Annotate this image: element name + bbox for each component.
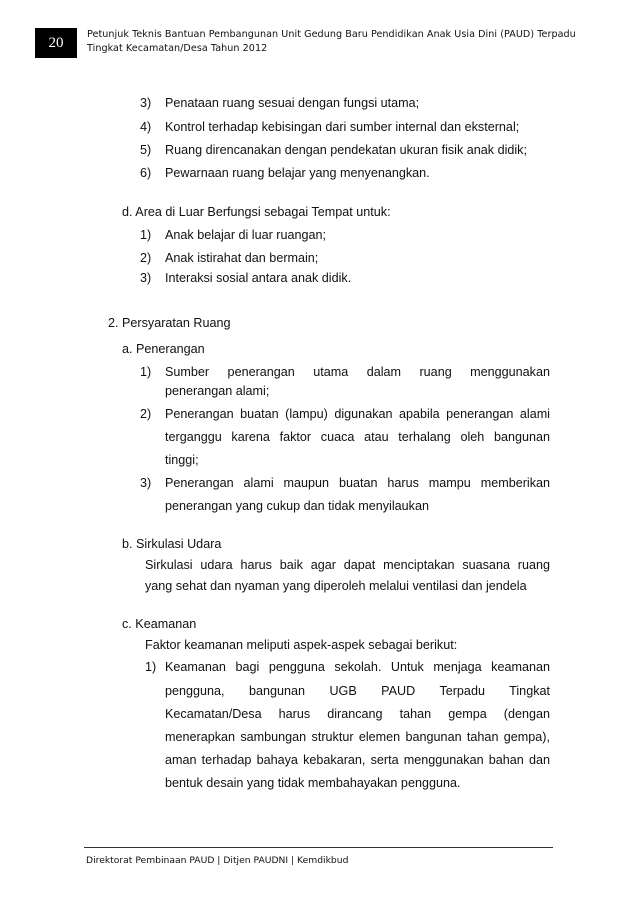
list-item — [140, 142, 527, 158]
paragraph-line: yang sehat dan nyaman yang diperoleh melalui ventilasi dan jendela — [145, 579, 527, 593]
paragraph-line: Penerangan buatan (lampu) digunakan apabila penerangan alami — [165, 407, 550, 421]
paragraph-line: Sirkulasi udara harus baik agar dapat menciptakan suasana ruang — [145, 558, 550, 572]
list-item — [140, 270, 351, 286]
list-text: Pewarnaan ruang belajar yang menyenangkan. — [165, 166, 430, 180]
list-item — [140, 119, 519, 135]
paragraph-line: Kecamatan/Desa harus dirancang tahan gempa (dengan — [165, 707, 550, 721]
paragraph-line: menerapkan sambungan struktur elemen bangunan tahan gempa), — [165, 730, 550, 744]
list-text: Ruang direncanakan dengan pendekatan ukuran fisik anak didik; — [165, 143, 527, 157]
paragraph-line: Penerangan alami maupun buatan harus mampu memberikan — [165, 476, 550, 490]
header-title-line-2: Tingkat Kecamatan/Desa Tahun 2012 — [87, 43, 268, 54]
list-number: 3) — [140, 96, 152, 110]
list-number: 6) — [140, 166, 152, 180]
list-text: Anak belajar di luar ruangan; — [165, 228, 327, 242]
running-header — [87, 28, 587, 56]
section-d-heading: d. Area di Luar Berfungsi sebagai Tempat untuk: — [122, 205, 391, 219]
footer-text: Direktorat Pembinaan PAUD | Ditjen PAUDNI | Kemdikbud — [86, 855, 349, 866]
list-text: Interaksi sosial antara anak didik. — [165, 271, 352, 285]
list-text: Anak istirahat dan bermain; — [165, 251, 319, 265]
paragraph-line: tinggi; — [165, 453, 199, 467]
list-item — [140, 227, 326, 243]
list-number: 1) — [140, 365, 152, 379]
paragraph-line: Keamanan bagi pengguna sekolah. Untuk menjaga keamanan — [165, 660, 550, 674]
list-item — [140, 165, 430, 181]
paragraph-line: Faktor keamanan meliputi aspek-aspek sebagai berikut: — [145, 638, 458, 652]
paragraph-line: Sumber penerangan utama dalam ruang menggunakan — [165, 365, 550, 379]
subsection-a-heading: a. Penerangan — [122, 342, 205, 356]
list-number: 3) — [140, 476, 152, 490]
list-number: 2) — [140, 407, 152, 421]
header-title-line-1: Petunjuk Teknis Bantuan Pembangunan Unit Gedung Baru Pendidikan Anak Usia Dini (PAUD) Terpadu — [87, 29, 576, 40]
paragraph-line: pengguna, bangunan UGB PAUD Terpadu Tingkat — [165, 684, 550, 698]
paragraph-line: terganggu karena faktor cuaca atau terhalang oleh bangunan — [165, 430, 550, 444]
section-2-heading: 2. Persyaratan Ruang — [108, 316, 231, 330]
paragraph-line: penerangan alami; — [165, 384, 270, 398]
list-item — [140, 250, 318, 266]
list-number: 5) — [140, 143, 152, 157]
list-number: 3) — [140, 271, 152, 285]
list-text: Kontrol terhadap kebisingan dari sumber internal dan eksternal; — [165, 120, 520, 134]
list-item — [140, 95, 419, 111]
subsection-b-heading: b. Sirkulasi Udara — [122, 537, 222, 551]
list-text: Penataan ruang sesuai dengan fungsi utama; — [165, 96, 420, 110]
footer-divider — [84, 847, 553, 848]
list-number: 1) — [140, 228, 152, 242]
paragraph-line: bentuk desain yang tidak membahayakan pengguna. — [165, 776, 461, 790]
list-number: 2) — [140, 251, 152, 265]
list-number: 4) — [140, 120, 152, 134]
paragraph-line: penerangan yang cukup dan tidak menyilaukan — [165, 499, 429, 513]
subsection-c-heading: c. Keamanan — [122, 617, 197, 631]
paragraph-line: aman terhadap bahaya kebakaran, serta menggunakan bahan dan — [165, 753, 550, 767]
page-number: 20 — [35, 28, 77, 58]
list-number: 1) — [145, 660, 157, 674]
